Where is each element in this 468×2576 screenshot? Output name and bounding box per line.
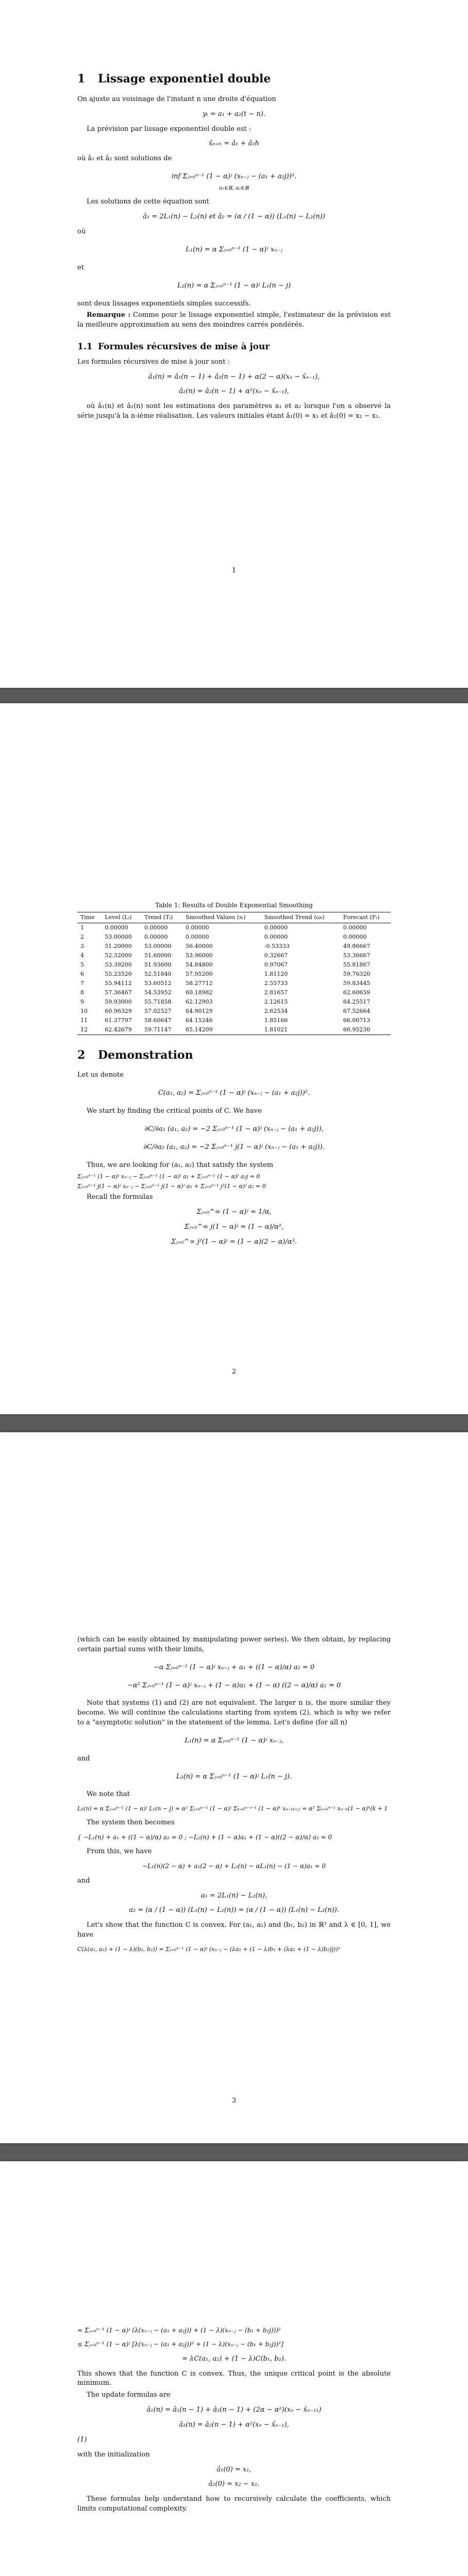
table-cell: 57.36467: [105, 989, 132, 996]
table-cell: 58.60647: [144, 1016, 172, 1024]
table-cell: 62.42679: [102, 1025, 141, 1035]
table-cell: 0.00000: [144, 924, 168, 931]
equation-tag: (1): [77, 2435, 87, 2444]
paragraph: The system then becomes: [87, 1819, 175, 1827]
table-cell: 66.95230: [340, 1025, 391, 1035]
equation-forecast: x̂ₙ₊ₕ = â₁ + â₂h: [209, 140, 259, 148]
page-2-content: [77, 765, 391, 1252]
paragraph: où â₁ et â₂ sont solutions de: [77, 155, 172, 163]
page-1-content: [77, 71, 391, 423]
equation-minimization: inf Σⱼ₌₀ⁿ⁻¹ (1 − α)ʲ (xₙ₋ⱼ − (a₁ + a₂j))².: [171, 173, 297, 181]
page-4-content: [77, 2223, 391, 2516]
paragraph: Let us denote: [77, 1071, 124, 1079]
equation-convex-step-1: = Σⱼ₌₀ⁿ⁻¹ (1 − α)ʲ (λ(xₙ₋ⱼ − (a₁ + a₂j)) + (1 − λ)(xₙ₋ⱼ − (b₁ + b₂j)))²: [77, 2327, 281, 2334]
equation-a2: a₂ = (α / (1 − α)) (L₁(n) − L₂(n)) = (α / (1 − α)) (L₁(n) − L₂(n)).: [129, 1906, 339, 1914]
table-cell: 51.20000: [105, 943, 132, 950]
table-cell: 53.60512: [144, 979, 172, 987]
table-cell: 0.32667: [264, 952, 288, 959]
table-row: [77, 951, 391, 960]
equation-init-1: â₁(0) = x₁,: [216, 2465, 252, 2473]
equation-recursive-1: â₁(n) = â₁(n − 1) + â₂(n − 1) + α(2 − α)(xₙ − x̂ₙ₋₁),: [148, 372, 320, 381]
equation-C: C(a₁, a₂) = Σⱼ₌₀ⁿ⁻¹ (1 − α)ʲ (xₙ₋ⱼ − (a₁ + a₂j))².: [158, 1089, 310, 1097]
page-1: [0, 0, 468, 688]
table-header-cell: Time: [77, 912, 102, 923]
table-cell: 57.95200: [186, 971, 213, 978]
paragraph: From this, we have: [87, 1848, 152, 1856]
table-cell: 55.81867: [343, 961, 371, 969]
equation-convex-step-2: ≤ Σⱼ₌₀ⁿ⁻¹ (1 − α)ʲ [λ(xₙ₋ⱼ − (a₁ + a₂j))² + (1 − λ)(xₙ₋ⱼ − (b₁ + b₂j))²]: [77, 2341, 283, 2348]
section-title: Lissage exponentiel double: [98, 72, 271, 86]
equation-formula-1: Σⱼ₌₀^∞ (1 − α)ʲ = 1/α,: [196, 1208, 272, 1216]
paragraph: où: [77, 228, 86, 236]
table-cell: 2.62534: [264, 1007, 288, 1014]
remark-paragraph: [77, 311, 391, 330]
equation-L1: L₁(n) = α Σⱼ₌₀ⁿ⁻¹ (1 − α)ʲ xₙ₋ⱼ,: [185, 1736, 283, 1744]
table-cell: 0.00000: [264, 924, 288, 931]
table-cell: 62.60659: [343, 989, 371, 996]
table-cell: 5: [80, 961, 84, 969]
table-cell: 0.00000: [186, 924, 209, 931]
table-cell: 2.12615: [264, 998, 288, 1005]
table-cell: 0.00000: [343, 924, 367, 931]
table-header-cell: Smoothed Trend (ωₜ): [261, 912, 340, 923]
table-body: [77, 923, 391, 1035]
equation-formula-2: Σⱼ₌₀^∞ j(1 − α)ʲ = (1 − α)/α²,: [184, 1223, 284, 1231]
table-header-cell: Level (Lₜ): [102, 912, 141, 923]
table-cell: 0.97067: [264, 961, 288, 969]
paragraph: Note that systems (1) and (2) are not equivalent. The larger n is, the more similar they become. We will continue the calculations starting from system (2), which is why we refer to a "asymptotic solution" in the statement of the lemma. Let's define (for all n): [77, 1699, 391, 1727]
table-cell: 59.83445: [343, 979, 371, 987]
table-cell: -0.53333: [264, 943, 290, 950]
page-number: 1: [231, 567, 237, 574]
table-cell: 2.55733: [264, 979, 288, 987]
table-header-row: [77, 912, 391, 923]
page-number: 3: [231, 2097, 237, 2105]
table-cell: 64.25517: [343, 998, 371, 1005]
table-cell: 64.15246: [186, 1016, 213, 1024]
equation-L2: L₂(n) = α Σⱼ₌₀ⁿ⁻¹ (1 − α)ʲ L₁(n − j): [177, 281, 291, 290]
equation-from: −L₁(n)(2 − α) + a₁(2 − α) + L₂(n) − αL₁(n) − (1 − α)a₁ = 0: [142, 1862, 326, 1870]
table-cell: 51.93600: [144, 961, 172, 969]
table-cell: 53.36667: [343, 952, 371, 959]
table-cell: 59.76320: [343, 971, 371, 978]
equation-update-1: â₁(n) = â₁(n − 1) + â₂(n − 1) + (2α − α²)(xₙ − x̂ₙ₋₁₁): [146, 2406, 322, 2414]
table-cell: 0.00000: [144, 934, 168, 941]
page-3: [0, 1432, 468, 2143]
paragraph: The update formulas are: [87, 2391, 171, 2399]
table-cell: 6: [80, 971, 84, 978]
equation-update-2: â₂(n) = â₂(n − 1) + α²(xₙ − x̂ₙ₋₁),: [179, 2421, 289, 2429]
equation-convex-step-3: = λC(a₁, a₂) + (1 − λ)C(b₁, b₂).: [181, 2354, 287, 2363]
table-cell: 62.12903: [186, 998, 213, 1005]
table-cell: 53.96000: [186, 952, 213, 959]
table-cell: 1.85166: [264, 1016, 288, 1024]
table-cell: 53.00000: [144, 943, 172, 950]
paragraph: We start by finding the critical points of C. We have: [87, 1107, 262, 1115]
table-row: [77, 1025, 391, 1035]
table-cell: 3: [80, 943, 84, 950]
table-cell: 7: [80, 979, 84, 987]
system-line-2: Σⱼ₌₀ⁿ⁻¹ j(1 − α)ʲ xₙ₋ⱼ − Σⱼ₌₀ⁿ⁻¹ j(1 − α)ʲ a₁ + Σⱼ₌₀ⁿ⁻¹ j²(1 − α)ʲ a₂ = 0: [77, 1183, 266, 1190]
table-cell: 56.40000: [186, 943, 213, 950]
equation-init-2: â₂(0) = x₂ − x₁.: [208, 2480, 260, 2488]
paragraph: (which can be easily obtained by manipulating power series). We then obtain, by replacing certain partial sums with their limits,: [77, 1636, 391, 1653]
table-cell: 58.27712: [186, 979, 213, 987]
table-cell: 53.39200: [105, 961, 132, 969]
table-row: [77, 979, 391, 988]
table-cell: 54.53952: [144, 989, 172, 996]
paragraph: et: [77, 263, 84, 272]
page-4: [0, 2161, 468, 2576]
table-cell: 0.00000: [105, 924, 128, 931]
page-2: [0, 703, 468, 1414]
table-cell: 1.81120: [264, 971, 288, 978]
table-cell: 0.00000: [343, 934, 367, 941]
paragraph: Let's show that the function C is convex. For (a₁, a₂) and (b₁, b₂) in ℝ² and λ ∈ [0, 1], we have: [77, 1921, 391, 1939]
subsection-heading: [77, 341, 391, 353]
table-header-cell: Smoothed Values (sₜ): [182, 912, 261, 923]
results-table: [77, 901, 391, 1035]
paragraph: Thus, we are looking for (a₁, a₂) that satisfy the system: [87, 1161, 274, 1169]
table-cell: 59.71147: [141, 1025, 182, 1035]
table-cell: 65.14209: [182, 1025, 261, 1035]
paragraph: These formulas help understand how to recursively calculate the coefficients, which limits computational complexity.: [77, 2495, 391, 2513]
table-cell: 10: [80, 1007, 88, 1014]
table-cell: 53.00000: [105, 934, 132, 941]
table-row: [77, 960, 391, 970]
paragraph: La prévision par lissage exponentiel double est :: [87, 125, 252, 133]
page-number: 2: [231, 1368, 237, 1376]
equation-line: yₜ = a₁ + a₂(t − n).: [203, 110, 265, 118]
table-cell: 2.81657: [264, 989, 288, 996]
table-cell: 0.00000: [264, 934, 288, 941]
paragraph: with the initialization: [77, 2450, 150, 2459]
equation-L1: L₁(n) = α Σⱼ₌₀ⁿ⁻¹ (1 − α)ʲ xₙ₋ⱼ: [186, 245, 282, 253]
subsection-title: Formules récursives de mise à jour: [98, 342, 270, 352]
table-cell: 0.00000: [186, 934, 209, 941]
table-row: [77, 942, 391, 951]
paragraph: This shows that the function C is convex. Thus, the unique critical point is the absolute minimum.: [77, 2369, 391, 2387]
table-cell: 55.94112: [105, 979, 132, 987]
remark-text: Comme pour le lissage exponentiel simple, l'estimateur de la prévision est la meilleure approximation au sens des moindres carrés pondérés.: [77, 311, 391, 329]
table-row: [77, 988, 391, 997]
table-cell: 9: [80, 998, 84, 1005]
table-cell: 52.51840: [144, 971, 172, 978]
table-cell: 8: [80, 989, 84, 996]
paragraph: où â₁(n) et â₂(n) sont les estimations des paramètres a₁ et a₂ lorsque l'on a observé la série jusqu'à la n-ième réalisation. Les valeurs initiales étant â₁(0) = x₁ et â₂(0) = x₂ − x₁.: [77, 402, 391, 420]
equation-partial-1: ∂C/∂a₁ (a₁, a₂) = −2 Σⱼ₌₀ⁿ⁻¹ (1 − α)ʲ (xₙ₋ⱼ − (a₁ + a₂j)),: [144, 1125, 324, 1133]
table-row: [77, 997, 391, 1007]
equation-formula-3: Σⱼ₌₀^∞ j²(1 − α)ʲ = (1 − α)(2 − α)/α³.: [171, 1238, 297, 1246]
table-cell: 61.37797: [105, 1016, 132, 1024]
table-header-cell: Trend (Tₜ): [141, 912, 182, 923]
page-3-content: [77, 1494, 391, 1959]
section-title: Demonstration: [98, 1048, 193, 1062]
equation-minimization-subscript: a₁∈ℝ, a₂∈ℝ: [219, 185, 249, 191]
table-cell: 67.52664: [343, 1007, 371, 1014]
equation-convex: C(λ(a₁, a₂) + (1 − λ)(b₁, b₂)) = Σⱼ₌₀ⁿ⁻¹ (1 − α)ʲ (xₙ₋ⱼ − (λa₁ + (1 − λ)b₁ + (λa₂ + (1 − λ)b₂)j))²: [77, 1945, 340, 1953]
table-cell: 49.86667: [343, 943, 371, 950]
table-cell: 12: [77, 1025, 102, 1035]
table-cell: 59.93000: [105, 998, 132, 1005]
table-header-cell: Forecast (Fₜ): [340, 912, 391, 923]
table-cell: 57.02527: [144, 1007, 172, 1014]
table-row: [77, 923, 391, 933]
paragraph: Les solutions de cette équation sont: [87, 198, 209, 206]
table-caption: Table 1: Results of Double Exponential Smoothing: [155, 902, 313, 909]
table-cell: 64.90129: [186, 1007, 213, 1014]
equation-a1: a₁ = 2L₁(n) − L₂(n),: [200, 1891, 268, 1900]
table-cell: 60.18982: [186, 989, 213, 996]
table-row: [77, 1016, 391, 1025]
section-heading: [77, 1047, 391, 1064]
subsection-number: 1.1: [77, 342, 93, 352]
table-cell: 2: [80, 934, 84, 941]
remark-label: Remarque :: [87, 311, 131, 319]
equation-L2: L₂(n) = α Σⱼ₌₀ⁿ⁻¹ (1 − α)ʲ L₁(n − j).: [176, 1772, 292, 1781]
system-line-1: Σⱼ₌₀ⁿ⁻¹ (1 − α)ʲ xₙ₋ⱼ − Σⱼ₌₀ⁿ⁻¹ (1 − α)ʲ a₁ + Σⱼ₌₀ⁿ⁻¹ (1 − α)ʲ a₂j = 0: [77, 1173, 260, 1180]
paragraph: and: [77, 1876, 90, 1885]
table-cell: 11: [80, 1016, 88, 1024]
table-cell: 55.23520: [105, 971, 132, 978]
table-cell: 60.96329: [105, 1007, 132, 1014]
table-cell: 66.00713: [343, 1016, 371, 1024]
table-cell: 1: [80, 924, 84, 931]
equation-p1: −α Σⱼ₌₀ⁿ⁻¹ (1 − α)ʲ xₙ₋ⱼ + a₁ + ((1 − α)/α) a₂ = 0: [153, 1663, 315, 1671]
paragraph: On ajuste au voisinage de l'instant n une droite d'équation: [77, 95, 276, 103]
section-number: 1: [77, 72, 86, 86]
table-cell: 1.81021: [261, 1025, 340, 1035]
table-cell: 52.32000: [105, 952, 132, 959]
equation-recursive-2: â₂(n) = â₂(n − 1) + α²(xₙ − x̂ₙ₋₁),: [179, 387, 289, 396]
equation-p2: −α² Σⱼ₌₀ⁿ⁻¹ (1 − α)ʲ xₙ₋ⱼ + (1 − α)a₁ + (1 − α) ((2 − α)/α) a₂ = 0: [127, 1681, 341, 1689]
equation-long: L₂(n) = α Σⱼ₌₀ⁿ⁻¹ (1 − α)ʲ L₁(n − j) = α² Σⱼ₌₀ⁿ⁻¹ (1 − α)ʲ Σₖ₌₀ⁿ⁻ʲ⁻¹ (1 − α)ᵏ xₙ₋₍ₖ₊ⱼ₎ = α² Σₖ₌₀ⁿ⁻¹ xₙ₋ₖ(1 − α)ᵏ(k + 1: [77, 1805, 388, 1812]
table-cell: 51.60000: [144, 952, 172, 959]
paragraph: We note that: [87, 1790, 130, 1799]
paragraph: Recall the formulas: [87, 1193, 153, 1201]
table-cell: 54.84800: [186, 961, 213, 969]
section-heading: [77, 71, 391, 88]
section-number: 2: [77, 1048, 86, 1062]
equation-solutions: â₁ = 2L₁(n) − L₂(n) et â₂ = (α / (1 − α)) (L₁(n) − L₂(n)): [143, 213, 325, 221]
equation-system: { −L₁(n) + a₁ + ((1 − α)/α) a₂ = 0 ; −L₂(n) + (1 − α)a₁ + (1 − α)((2 − α)/α) a₂ = 0: [77, 1834, 332, 1841]
table-row: [77, 970, 391, 979]
paragraph: and: [77, 1754, 90, 1762]
table-row: [77, 933, 391, 942]
equation-partial-2: ∂C/∂a₂ (a₁, a₂) = −2 Σⱼ₌₀ⁿ⁻¹ j(1 − α)ʲ (xₙ₋ⱼ − (a₁ + a₂j)).: [143, 1143, 325, 1151]
table-row: [77, 1007, 391, 1016]
paragraph: sont deux lissages exponentiels simples successifs.: [77, 299, 251, 308]
table-cell: 55.71858: [144, 998, 172, 1005]
paragraph: Les formules récursives de mise à jour sont :: [77, 358, 230, 366]
table-cell: 4: [80, 952, 84, 959]
